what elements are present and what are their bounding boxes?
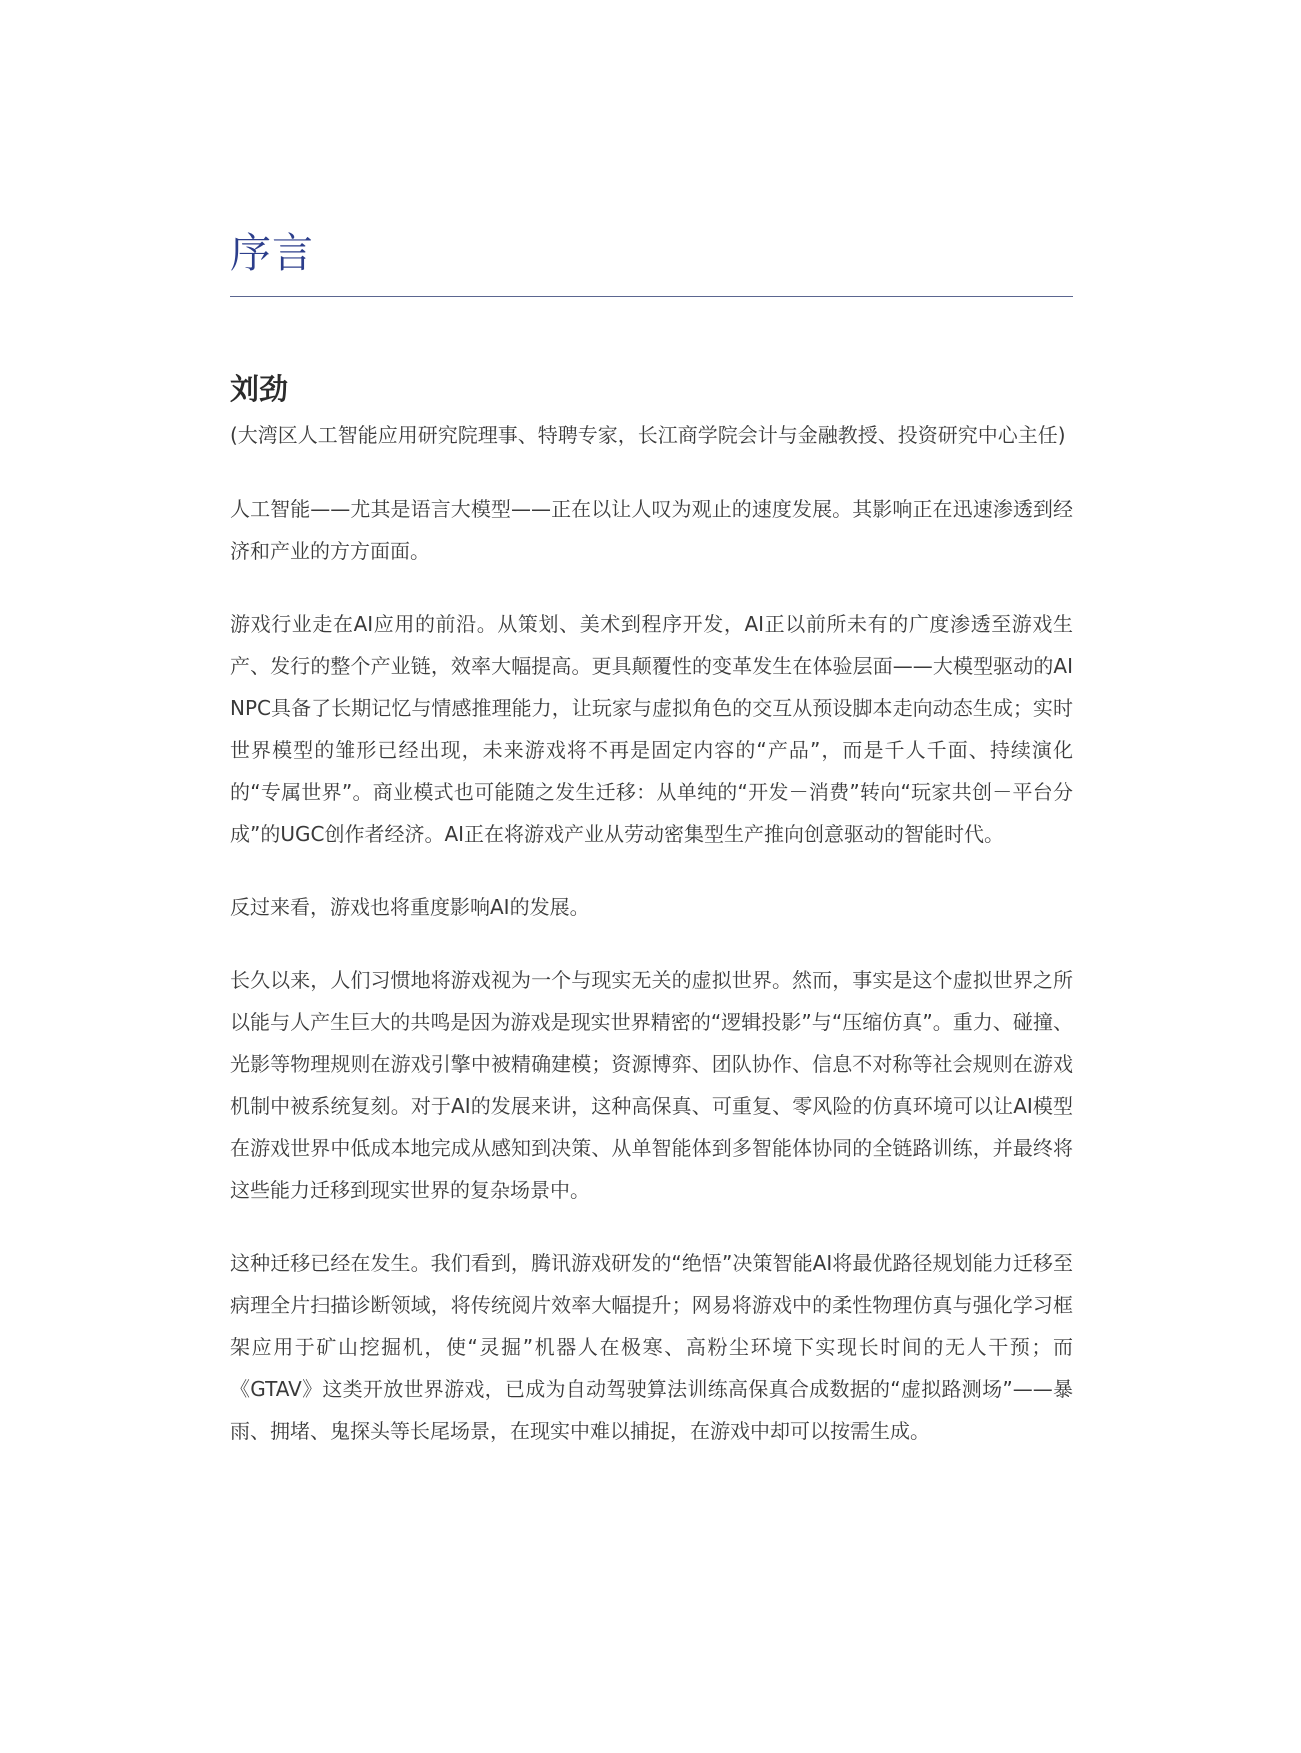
paragraph-4: 长久以来，人们习惯地将游戏视为一个与现实无关的虚拟世界。然而，事实是这个虚拟世界之所以能与人产生巨大的共鸣是因为游戏是现实世界精密的“逻辑投影”与“压缩仿真”。重力、碰撞、光影等物理规则在游戏引擎中被精确建模；资源博弈、团队协作、信息不对称等社会规则在游戏机制中被系统复刻。对于AI的发展来讲，这种高保真、可重复、零风险的仿真环境可以让AI模型在游戏世界中低成本地完成从感知到决策、从单智能体到多智能体协同的全链路训练，并最终将这些能力迁移到现实世界的复杂场景中。 [230, 968, 1073, 1202]
author-affiliation: (大湾区人工智能应用研究院理事、特聘专家，长江商学院会计与金融教授、投资研究中心主任) [230, 423, 1066, 447]
title-divider [230, 296, 1073, 297]
paragraph-5: 这种迁移已经在发生。我们看到，腾讯游戏研发的“绝悟”决策智能AI将最优路径规划能力迁移至病理全片扫描诊断领域，将传统阅片效率大幅提升；网易将游戏中的柔性物理仿真与强化学习框架应用于矿山挖掘机，使“灵掘”机器人在极寒、高粉尘环境下实现长时间的无人干预；而《GTAV》这类开放世界游戏，已成为自动驾驶算法训练高保真合成数据的“虚拟路测场”——暴雨、拥堵、鬼探头等长尾场景，在现实中难以捕捉，在游戏中却可以按需生成。 [230, 1251, 1073, 1443]
paragraph-2: 游戏行业走在AI应用的前沿。从策划、美术到程序开发，AI正以前所未有的广度渗透至游戏生产、发行的整个产业链，效率大幅提高。更具颠覆性的变革发生在体验层面——大模型驱动的AI NPC具备了长期记忆与情感推理能力，让玩家与虚拟角色的交互从预设脚本走向动态生成；实时世界模型的雏形已经出现，未来游戏将不再是固定内容的“产品”，而是千人千面、持续演化的“专属世界”。商业模式也可能随之发生迁移：从单纯的“开发－消费”转向“玩家共创－平台分成”的UGC创作者经济。AI正在将游戏产业从劳动密集型生产推向创意驱动的智能时代。 [230, 612, 1073, 846]
paragraph-3: 反过来看，游戏也将重度影响AI的发展。 [230, 895, 590, 919]
preface-body [230, 488, 1073, 1483]
section-title: 序言 [230, 229, 314, 277]
paragraph-1: 人工智能——尤其是语言大模型——正在以让人叹为观止的速度发展。其影响正在迅速渗透到经济和产业的方方面面。 [230, 497, 1073, 563]
author-name: 刘劲 [230, 372, 289, 406]
